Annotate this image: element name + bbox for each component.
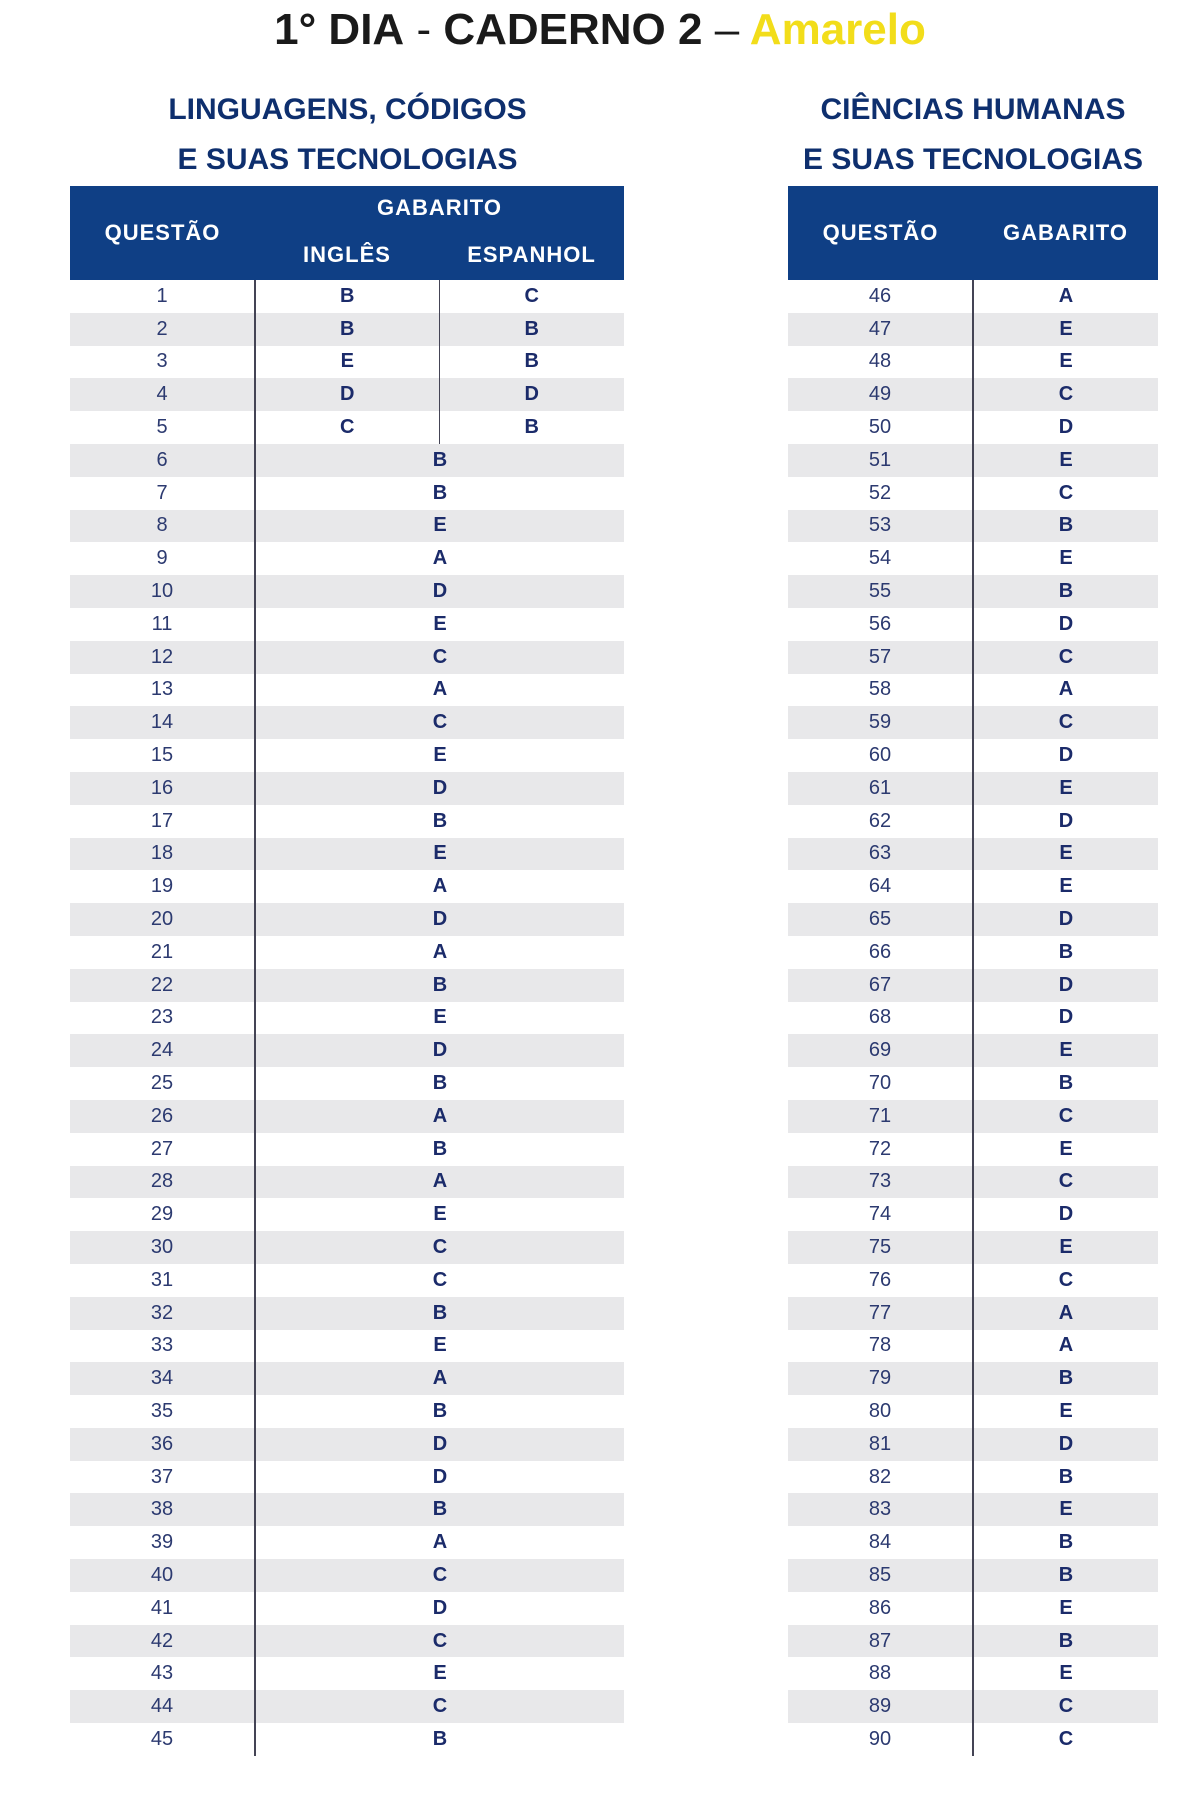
table-row [70, 936, 624, 969]
answer: C [973, 378, 1158, 411]
answer: D [255, 772, 624, 805]
question-number: 33 [70, 1330, 255, 1363]
question-number: 4 [70, 378, 255, 411]
question-number: 64 [788, 870, 973, 903]
question-number: 35 [70, 1395, 255, 1428]
title-separator: - [416, 5, 432, 54]
table-row [788, 510, 1158, 543]
question-number: 68 [788, 1002, 973, 1035]
table-row [788, 313, 1158, 346]
table-row [788, 1264, 1158, 1297]
answer: A [432, 940, 448, 963]
question-number: 31 [70, 1264, 255, 1297]
question-number: 30 [70, 1231, 255, 1264]
answer: E [973, 1231, 1158, 1264]
title-booklet-color: Amarelo [749, 5, 926, 54]
table-row [70, 641, 624, 674]
answer: E [1059, 875, 1073, 898]
answer: D [1058, 1006, 1074, 1029]
table-row [788, 1395, 1158, 1428]
answer-spanish: C [524, 284, 539, 307]
table-row [788, 903, 1158, 936]
table-row [788, 346, 1158, 379]
question-number: 44 [70, 1690, 255, 1723]
left-col-question: QUESTÃO [70, 186, 255, 280]
table-row [788, 411, 1158, 444]
right-col-question: QUESTÃO [788, 186, 973, 280]
question-number: 18 [70, 838, 255, 871]
answer: E [433, 744, 447, 767]
question-number: 82 [788, 1461, 973, 1494]
table-row [70, 1034, 624, 1067]
question-number: 46 [788, 280, 973, 313]
answer: D [255, 1034, 624, 1067]
table-row [70, 575, 624, 608]
question-number: 37 [70, 1461, 255, 1494]
question-number: 14 [70, 706, 255, 739]
table-row [788, 1461, 1158, 1494]
answer-english: B [255, 313, 439, 346]
question-number: 39 [70, 1526, 255, 1559]
answer: E [973, 1034, 1158, 1067]
question-number: 81 [788, 1428, 973, 1461]
question-number: 48 [788, 346, 973, 379]
answer: A [255, 1100, 624, 1133]
question-number: 8 [70, 510, 255, 543]
answer: A [432, 547, 448, 570]
table-row [788, 838, 1158, 871]
right-col-answer: GABARITO [973, 186, 1158, 280]
table-row [70, 346, 624, 379]
question-number: 41 [70, 1592, 255, 1625]
question-number: 10 [70, 575, 255, 608]
table-row [788, 575, 1158, 608]
question-number: 17 [70, 805, 255, 838]
answer: E [1059, 547, 1073, 570]
question-number: 25 [70, 1067, 255, 1100]
answer: D [432, 1596, 448, 1619]
table-row [788, 1034, 1158, 1067]
answer: B [973, 1625, 1158, 1658]
table-row [70, 1067, 624, 1100]
left-answer-table [70, 186, 624, 1756]
table-row [788, 1002, 1158, 1035]
question-number: 20 [70, 903, 255, 936]
answer: C [1058, 1268, 1074, 1291]
answer: B [432, 481, 448, 504]
answer: A [432, 875, 448, 898]
answer-english: E [255, 346, 439, 379]
question-number: 66 [788, 936, 973, 969]
question-number: 86 [788, 1592, 973, 1625]
question-number: 67 [788, 969, 973, 1002]
table-row [788, 1231, 1158, 1264]
answer: E [433, 1203, 447, 1226]
answer: C [255, 1690, 624, 1723]
right-heading-line2: E SUAS TECNOLOGIAS [802, 143, 1144, 176]
question-number: 42 [70, 1625, 255, 1658]
question-number: 34 [70, 1362, 255, 1395]
table-row [70, 608, 624, 641]
table-row [70, 1198, 624, 1231]
answer: B [973, 1362, 1158, 1395]
answer: B [973, 510, 1158, 543]
answer: A [432, 678, 448, 701]
table-row [70, 739, 624, 772]
question-number: 55 [788, 575, 973, 608]
right-section-heading [788, 85, 1158, 185]
table-row [70, 1362, 624, 1395]
question-number: 84 [788, 1526, 973, 1559]
question-number: 62 [788, 805, 973, 838]
answer: C [255, 1559, 624, 1592]
table-row [70, 772, 624, 805]
question-number: 1 [70, 280, 255, 313]
table-row [788, 280, 1158, 313]
table-row [788, 608, 1158, 641]
answer-english: D [255, 378, 439, 411]
question-number: 47 [788, 313, 973, 346]
question-number: 9 [70, 542, 255, 575]
table-row [788, 1297, 1158, 1330]
answer: C [432, 1268, 448, 1291]
answer: D [432, 1465, 448, 1488]
question-number: 61 [788, 772, 973, 805]
question-number: 83 [788, 1493, 973, 1526]
answer: A [255, 1166, 624, 1199]
answer: E [1059, 1596, 1073, 1619]
answer: A [255, 1362, 624, 1395]
answer: B [1058, 1465, 1074, 1488]
question-number: 45 [70, 1723, 255, 1756]
question-number: 56 [788, 608, 973, 641]
table-row [70, 1264, 624, 1297]
table-row [788, 969, 1158, 1002]
table-row [70, 1395, 624, 1428]
answer: C [255, 706, 624, 739]
title-booklet: CADERNO 2 [443, 5, 703, 54]
answer: E [433, 1334, 447, 1357]
table-row [70, 1100, 624, 1133]
answer: D [1058, 1203, 1074, 1226]
question-number: 11 [70, 608, 255, 641]
answer: B [432, 809, 448, 832]
table-row [788, 674, 1158, 707]
question-number: 75 [788, 1231, 973, 1264]
table-row [70, 1002, 624, 1035]
question-number: 74 [788, 1198, 973, 1231]
question-number: 36 [70, 1428, 255, 1461]
left-col-answer: GABARITO [255, 186, 624, 230]
table-row [788, 1723, 1158, 1756]
table-row [788, 1198, 1158, 1231]
answer: A [1058, 678, 1074, 701]
answer: E [433, 612, 447, 635]
question-number: 73 [788, 1166, 973, 1199]
table-row [70, 1526, 624, 1559]
question-number: 60 [788, 739, 973, 772]
table-row [788, 1428, 1158, 1461]
answer-spanish: D [439, 378, 624, 411]
question-number: 13 [70, 674, 255, 707]
question-number: 80 [788, 1395, 973, 1428]
answer: B [432, 1072, 448, 1095]
table-row [788, 1100, 1158, 1133]
question-number: 65 [788, 903, 973, 936]
table-row [788, 378, 1158, 411]
table-row [70, 1461, 624, 1494]
answer: E [255, 838, 624, 871]
table-row [70, 1166, 624, 1199]
question-number: 72 [788, 1133, 973, 1166]
question-number: 88 [788, 1657, 973, 1690]
right-heading-line1: CIÊNCIAS HUMANAS [820, 93, 1126, 126]
table-row [788, 1493, 1158, 1526]
answer-spanish: B [439, 313, 624, 346]
table-row [70, 477, 624, 510]
table-row [788, 477, 1158, 510]
question-number: 77 [788, 1297, 973, 1330]
answer-english: B [255, 280, 439, 313]
answer: B [255, 969, 624, 1002]
question-number: 50 [788, 411, 973, 444]
table-row [788, 1559, 1158, 1592]
answer: D [973, 969, 1158, 1002]
question-number: 26 [70, 1100, 255, 1133]
question-number: 52 [788, 477, 973, 510]
question-number: 49 [788, 378, 973, 411]
question-number: 29 [70, 1198, 255, 1231]
answer: A [432, 1531, 448, 1554]
question-number: 90 [788, 1723, 973, 1756]
answer: B [973, 1559, 1158, 1592]
answer-spanish: B [524, 350, 539, 373]
answer: B [432, 1399, 448, 1422]
question-number: 28 [70, 1166, 255, 1199]
answer: D [1058, 612, 1074, 635]
table-row [788, 739, 1158, 772]
question-number: 76 [788, 1264, 973, 1297]
question-number: 3 [70, 346, 255, 379]
table-row [70, 280, 624, 313]
question-number: 19 [70, 870, 255, 903]
answer: E [973, 838, 1158, 871]
question-number: 87 [788, 1625, 973, 1658]
answer: A [1058, 1334, 1074, 1357]
table-row [70, 1231, 624, 1264]
answer: B [255, 1493, 624, 1526]
answer: B [1058, 1531, 1074, 1554]
left-col-english: INGLÊS [255, 230, 439, 280]
question-number: 22 [70, 969, 255, 1002]
table-row [70, 1723, 624, 1756]
question-number: 58 [788, 674, 973, 707]
table-row [788, 1592, 1158, 1625]
question-number: 71 [788, 1100, 973, 1133]
answer: D [255, 575, 624, 608]
answer: C [255, 641, 624, 674]
answer: B [255, 444, 624, 477]
question-number: 16 [70, 772, 255, 805]
table-row [788, 1657, 1158, 1690]
table-row [70, 1297, 624, 1330]
table-row [70, 1559, 624, 1592]
left-section-heading [70, 85, 625, 185]
question-number: 21 [70, 936, 255, 969]
right-answer-table [788, 186, 1158, 1756]
question-number: 51 [788, 444, 973, 477]
answer: B [432, 1727, 448, 1750]
question-number: 78 [788, 1330, 973, 1363]
answer: A [973, 1297, 1158, 1330]
table-row [788, 706, 1158, 739]
answer: C [973, 1690, 1158, 1723]
question-number: 53 [788, 510, 973, 543]
answer: B [1058, 940, 1074, 963]
title-separator: – [714, 5, 740, 54]
left-heading-line2: E SUAS TECNOLOGIAS [177, 143, 518, 176]
answer: E [973, 1493, 1158, 1526]
question-number: 70 [788, 1067, 973, 1100]
answer: B [255, 1297, 624, 1330]
answer: D [1058, 744, 1074, 767]
table-row [70, 510, 624, 543]
answer: D [255, 1428, 624, 1461]
table-row [70, 378, 624, 411]
answer: E [1059, 1399, 1073, 1422]
question-number: 40 [70, 1559, 255, 1592]
table-row [788, 1330, 1158, 1363]
table-row [788, 1362, 1158, 1395]
answer: B [432, 1137, 448, 1160]
answer: C [1058, 1727, 1074, 1750]
question-number: 24 [70, 1034, 255, 1067]
question-number: 23 [70, 1002, 255, 1035]
table-row [70, 1493, 624, 1526]
table-row [70, 838, 624, 871]
answer: C [1058, 481, 1074, 504]
left-col-spanish: ESPANHOL [439, 230, 624, 280]
answer: C [973, 1100, 1158, 1133]
question-number: 89 [788, 1690, 973, 1723]
right-table-body [788, 280, 1158, 1756]
question-number: 32 [70, 1297, 255, 1330]
table-row [788, 936, 1158, 969]
table-row [788, 1625, 1158, 1658]
page-title [0, 2, 1200, 58]
question-number: 54 [788, 542, 973, 575]
answer: D [973, 903, 1158, 936]
table-row [70, 1428, 624, 1461]
answer: D [1058, 809, 1074, 832]
table-row [788, 1166, 1158, 1199]
question-number: 5 [70, 411, 255, 444]
question-number: 12 [70, 641, 255, 674]
table-row [70, 1330, 624, 1363]
table-row [70, 1625, 624, 1658]
answer: E [255, 510, 624, 543]
question-number: 38 [70, 1493, 255, 1526]
table-row [788, 641, 1158, 674]
left-table-body [70, 280, 624, 1756]
answer: C [255, 1625, 624, 1658]
question-number: 57 [788, 641, 973, 674]
answer: D [255, 903, 624, 936]
answer: E [433, 1662, 447, 1685]
question-number: 2 [70, 313, 255, 346]
answer: E [1059, 350, 1073, 373]
table-row [788, 1067, 1158, 1100]
table-row [788, 870, 1158, 903]
answer: C [973, 706, 1158, 739]
answer: D [973, 1428, 1158, 1461]
answer: C [973, 1166, 1158, 1199]
question-number: 27 [70, 1133, 255, 1166]
table-row [70, 969, 624, 1002]
title-day: 1° DIA [274, 5, 405, 54]
table-row [70, 542, 624, 575]
table-row [788, 542, 1158, 575]
table-row [70, 313, 624, 346]
table-row [70, 1133, 624, 1166]
table-row [70, 444, 624, 477]
question-number: 15 [70, 739, 255, 772]
answer: E [973, 444, 1158, 477]
table-row [70, 674, 624, 707]
answer: E [973, 772, 1158, 805]
question-number: 69 [788, 1034, 973, 1067]
table-row [70, 1657, 624, 1690]
answer: B [1058, 1072, 1074, 1095]
table-row [788, 1526, 1158, 1559]
table-row [70, 870, 624, 903]
answer: E [1059, 1662, 1073, 1685]
table-row [788, 1690, 1158, 1723]
table-row [70, 1690, 624, 1723]
answer: E [973, 313, 1158, 346]
question-number: 79 [788, 1362, 973, 1395]
table-row [788, 444, 1158, 477]
question-number: 6 [70, 444, 255, 477]
question-number: 7 [70, 477, 255, 510]
answer: C [255, 1231, 624, 1264]
question-number: 63 [788, 838, 973, 871]
question-number: 43 [70, 1657, 255, 1690]
question-number: 59 [788, 706, 973, 739]
table-row [788, 805, 1158, 838]
answer: E [433, 1006, 447, 1029]
answer-english: C [255, 411, 439, 444]
table-row [70, 805, 624, 838]
answer: E [1059, 1137, 1073, 1160]
table-row [70, 706, 624, 739]
answer: C [973, 641, 1158, 674]
table-row [788, 1133, 1158, 1166]
answer: A [1058, 284, 1074, 307]
table-row [70, 903, 624, 936]
table-row [70, 411, 624, 444]
left-heading-line1: LINGUAGENS, CÓDIGOS [168, 93, 527, 126]
answer: D [1058, 416, 1074, 439]
answer-spanish: B [524, 416, 539, 439]
answer: B [973, 575, 1158, 608]
table-row [788, 772, 1158, 805]
question-number: 85 [788, 1559, 973, 1592]
table-row [70, 1592, 624, 1625]
